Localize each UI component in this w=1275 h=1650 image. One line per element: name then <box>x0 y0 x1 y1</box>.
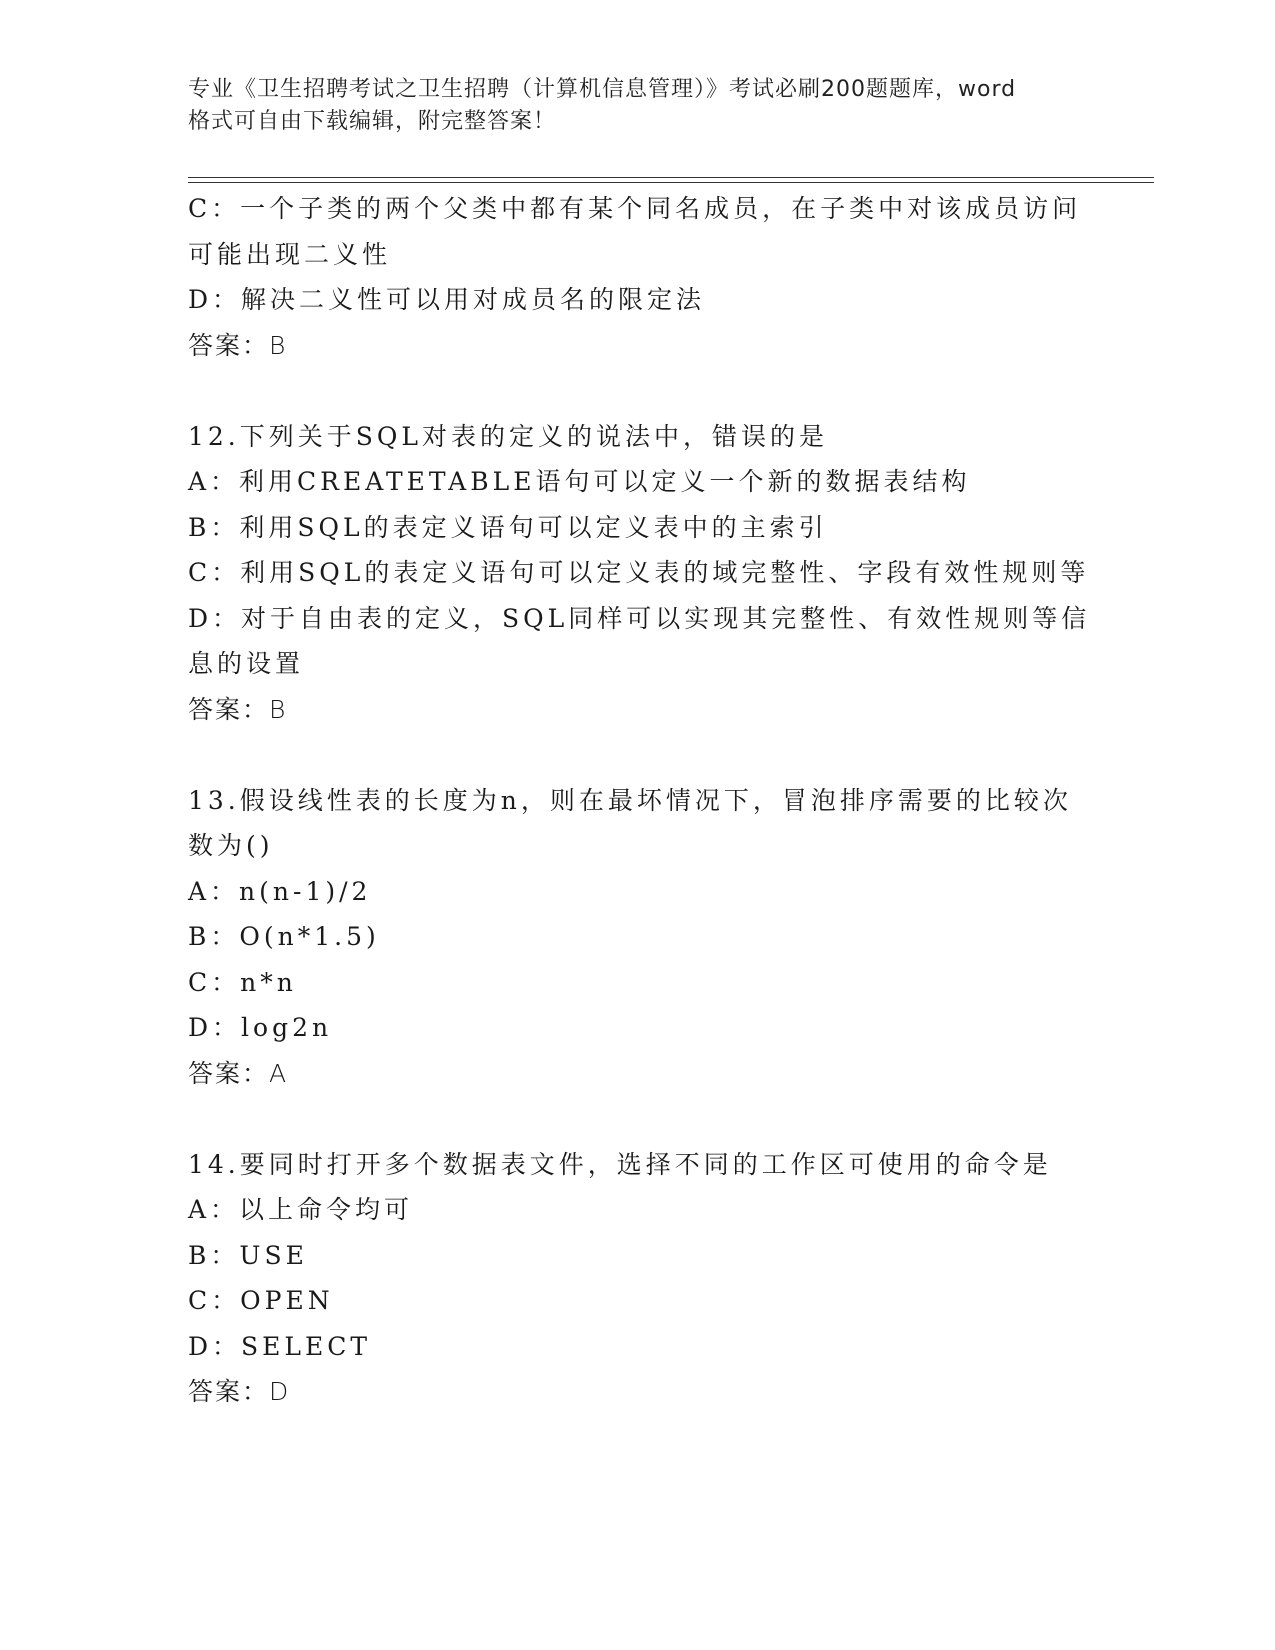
question-12-block <box>188 414 1091 733</box>
header-line-2: 格式可自由下载编辑，附完整答案！ <box>188 109 557 134</box>
q13-stem-line-1: 13.假设线性表的长度为n，则在最坏情况下，冒泡排序需要的比较次 <box>188 785 1072 815</box>
q12-option-a: A：利用CREATETABLE语句可以定义一个新的数据表结构 <box>188 467 971 496</box>
q12-option-d-line-1: D：对于自由表的定义，SQL同样可以实现其完整性、有效性规则等信 <box>188 603 1091 633</box>
q13-stem-line-2: 数为() <box>188 831 274 860</box>
q11-option-c-line-2: 可能出现二义性 <box>188 239 392 269</box>
header-divider-top <box>188 177 1154 178</box>
document-header <box>188 74 1088 138</box>
question-11-block <box>188 186 1088 368</box>
question-13-block <box>188 778 1088 1097</box>
question-14-block <box>188 1142 1088 1415</box>
q14-option-c: C：OPEN <box>188 1286 334 1315</box>
q14-answer: 答案：D <box>188 1377 291 1406</box>
q13-option-c: C：n*n <box>188 967 297 997</box>
q13-option-b: B：O(n*1.5) <box>188 922 380 951</box>
q11-option-d: D：解决二义性可以用对成员名的限定法 <box>188 285 706 314</box>
q12-option-d-line-2: 息的设置 <box>188 649 305 678</box>
spacer <box>188 1096 1088 1142</box>
q12-option-b: B：利用SQL的表定义语句可以定义表中的主索引 <box>188 512 828 542</box>
header-divider-bottom <box>188 182 1154 183</box>
q12-answer: 答案：B <box>188 694 288 724</box>
spacer <box>188 368 1088 414</box>
header-line-1: 专业《卫生招聘考试之卫生招聘（计算机信息管理）》考试必刷200题题库，word <box>188 77 1017 102</box>
q13-option-a: A：n(n-1)/2 <box>188 876 372 906</box>
q13-answer: 答案：A <box>188 1058 289 1088</box>
q12-option-c: C：利用SQL的表定义语句可以定义表的域完整性、字段有效性规则等 <box>188 558 1090 587</box>
spacer <box>188 732 1088 778</box>
q12-stem: 12.下列关于SQL对表的定义的说法中，错误的是 <box>188 421 828 451</box>
q14-stem: 14.要同时打开多个数据表文件，选择不同的工作区可使用的命令是 <box>188 1149 1052 1179</box>
q13-option-d: D：log2n <box>188 1013 333 1042</box>
q11-answer: 答案：B <box>188 330 288 360</box>
question-content <box>188 186 1091 1415</box>
q14-option-a: A：以上命令均可 <box>188 1195 414 1224</box>
q14-option-b: B：USE <box>188 1240 308 1270</box>
q14-option-d: D：SELECT <box>188 1331 372 1361</box>
q11-option-c-line-1: C：一个子类的两个父类中都有某个同名成员，在子类中对该成员访问 <box>188 194 1082 223</box>
